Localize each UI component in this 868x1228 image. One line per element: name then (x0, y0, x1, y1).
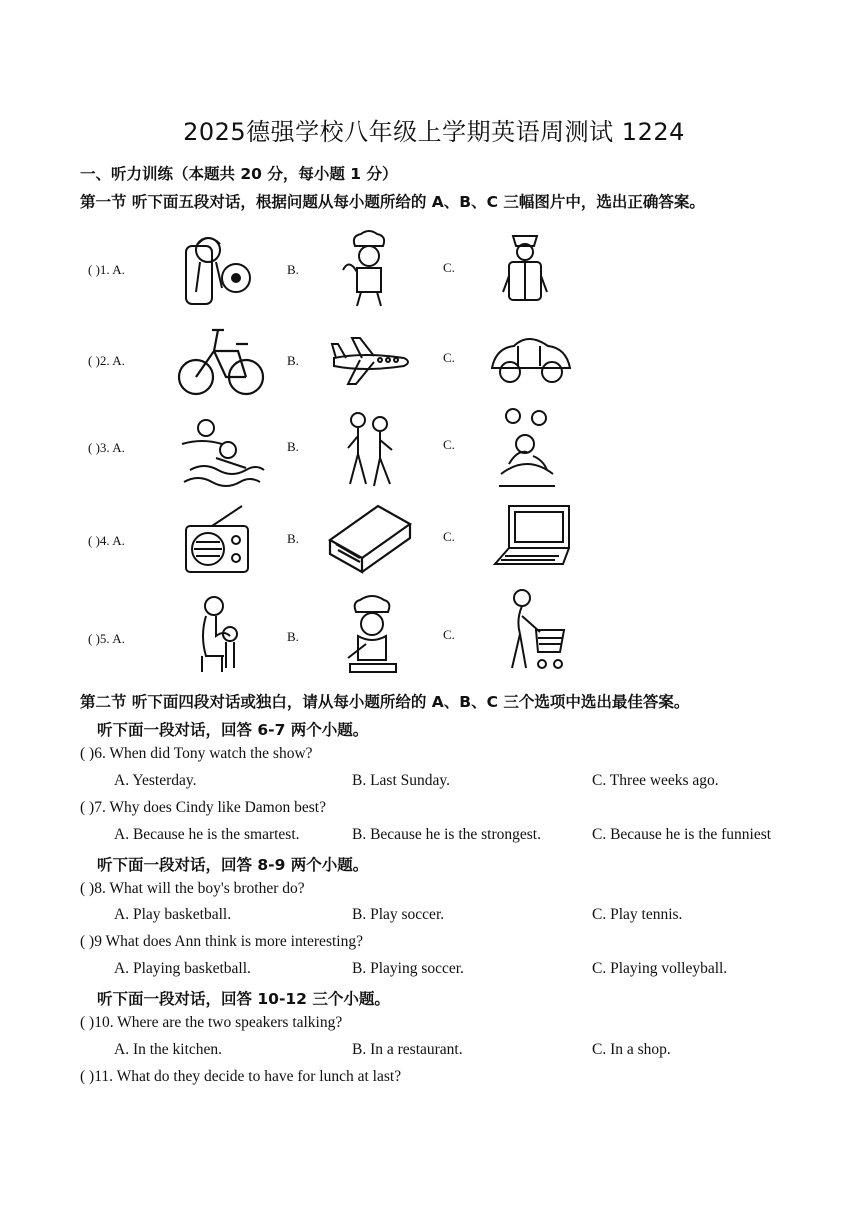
question-7: ( )7. Why does Cindy like Damon best? (80, 799, 326, 816)
airplane-icon (330, 332, 414, 388)
laptop-icon (491, 502, 575, 570)
shopping-cart-icon (502, 586, 568, 674)
option-b-label: B. (287, 353, 299, 368)
option-b: B. In a restaurant. (352, 1041, 463, 1058)
book-icon (326, 502, 412, 574)
option-c-label: C. (443, 529, 455, 544)
option-c-label: C. (443, 260, 455, 275)
section1-instructions: 第一节 听下面五段对话，根据问题从每小题所给的 A、B、C 三幅图片中，选出正确答案。 (80, 193, 705, 211)
option-a: A. Play basketball. (114, 906, 232, 923)
question-4-label: ( )4. A. (88, 533, 125, 548)
option-b: B. Playing soccer. (352, 960, 464, 977)
car-icon (488, 332, 574, 388)
option-a: A. In the kitchen. (114, 1041, 223, 1058)
option-a: A. Yesterday. (114, 772, 197, 789)
question-11: ( )11. What do they decide to have for lunch at last? (80, 1068, 402, 1085)
question-5-label: ( )5. A. (88, 631, 125, 646)
question-8: ( )8. What will the boy's brother do? (80, 880, 305, 897)
option-c: C. Play tennis. (592, 906, 683, 923)
option-a: A. Playing basketball. (114, 960, 251, 977)
chef-cooking-icon (335, 228, 405, 308)
option-c: C. Three weeks ago. (592, 772, 719, 789)
mother-child-icon (192, 592, 248, 676)
group-heading: 听下面一段对话，回答 8-9 两个小题。 (97, 856, 369, 874)
group-heading: 听下面一段对话，回答 10-12 三个小题。 (97, 990, 390, 1008)
page-title: 2025德强学校八年级上学期英语周测试 1224 (183, 118, 685, 146)
option-b-label: B. (287, 531, 299, 546)
question-2-label: ( )2. A. (88, 353, 125, 368)
question-6: ( )6. When did Tony watch the show? (80, 745, 313, 762)
question-10: ( )10. Where are the two speakers talking? (80, 1014, 343, 1031)
option-c: C. Playing volleyball. (592, 960, 728, 977)
option-c-label: C. (443, 350, 455, 365)
option-b: B. Last Sunday. (352, 772, 451, 789)
option-b-label: B. (287, 629, 299, 644)
option-b: B. Play soccer. (352, 906, 445, 923)
option-b: B. Because he is the strongest. (352, 826, 541, 843)
cook-icon (344, 592, 402, 674)
option-c: C. In a shop. (592, 1041, 671, 1058)
question-1-label: ( )1. A. (88, 262, 125, 277)
part-heading: 一、听力训练（本题共 20 分，每小题 1 分） (80, 165, 398, 183)
bicycle-icon (176, 322, 266, 397)
group-heading: 听下面一段对话，回答 6-7 两个小题。 (97, 721, 369, 739)
question-3-label: ( )3. A. (88, 440, 125, 455)
option-c: C. Because he is the funniest (592, 826, 772, 843)
boy-driver-icon (178, 228, 258, 308)
question-9: ( )9 What does Ann think is more interesting? (80, 933, 363, 950)
camping-kids-icon (495, 404, 559, 490)
swimming-kids-icon (176, 410, 266, 492)
hiking-kids-icon (338, 408, 402, 492)
policeman-icon (495, 226, 555, 306)
option-a: A. Because he is the smartest. (114, 826, 300, 843)
option-c-label: C. (443, 437, 455, 452)
option-c-label: C. (443, 627, 455, 642)
section2-instructions: 第二节 听下面四段对话或独白，请从每小题所给的 A、B、C 三个选项中选出最佳答案。 (80, 693, 690, 711)
option-b-label: B. (287, 262, 299, 277)
radio-icon (182, 502, 252, 576)
option-b-label: B. (287, 439, 299, 454)
